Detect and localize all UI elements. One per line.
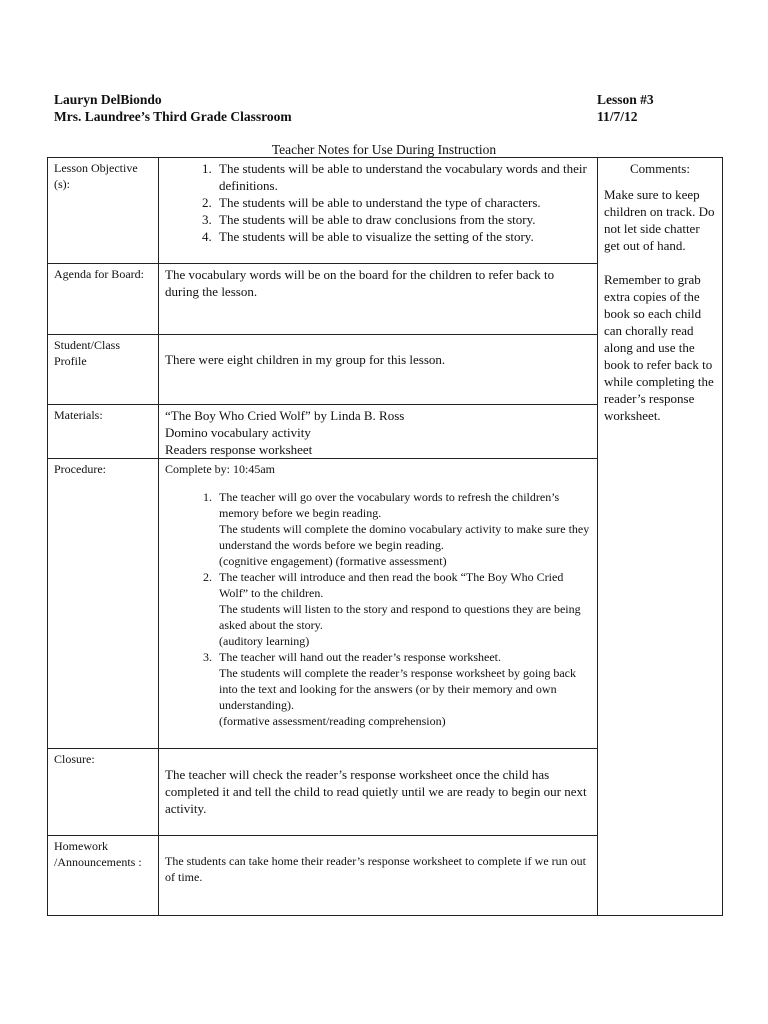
objectives-label: Lesson Objective (s): [48,158,159,264]
profile-label: Student/Class Profile [48,335,159,405]
objective-item: 3. The students will be able to draw conclusions from the story. [215,211,591,228]
procedure-label: Procedure: [48,459,159,749]
profile-text: There were eight children in my group for this lesson. [159,335,598,405]
procedure-content [159,459,598,749]
procedure-line: 3. The teacher will hand out the reader’s response worksheet. [219,650,502,664]
materials-label: Materials: [48,405,159,459]
comments-cell [598,158,723,916]
comments-heading: Comments: [630,161,690,176]
procedure-line: (auditory learning) [219,634,310,648]
procedure-line: The students will listen to the story and respond to questions they are being asked about the story. [219,602,581,632]
procedure-line: (cognitive engagement) (formative assessment) [219,554,447,568]
lesson-plan-table [47,157,723,916]
classroom-name: Mrs. Laundree’s Third Grade Classroom [54,109,292,124]
material-item: “The Boy Who Cried Wolf” by Linda B. Ross [165,408,405,423]
materials-content [159,405,598,459]
comment-paragraph: Remember to grab extra copies of the book so each child can chorally read along and use the book to refer back to while completing the reader’s response worksheet. [604,272,714,423]
homework-text: The students can take home their reader’s response worksheet to complete if we run out of time. [159,836,598,916]
lesson-date: 11/7/12 [597,109,638,124]
document-title: Teacher Notes for Use During Instruction [271,142,497,157]
procedure-line: 2. The teacher will introduce and then read the book “The Boy Who Cried Wolf” to the children. [219,570,564,600]
objectives-content [159,158,598,264]
procedure-line: 1. The teacher will go over the vocabulary words to refresh the children’s memory before we begin reading. [219,490,560,520]
closure-text: The teacher will check the reader’s response worksheet once the child has completed it and tell the child to read quietly until we are ready to begin our next activity. [159,749,598,836]
material-item: Domino vocabulary activity [165,425,311,440]
student-name: Lauryn DelBiondo [54,92,162,107]
lesson-number: Lesson #3 [597,92,654,107]
procedure-step [215,489,591,569]
procedure-step [215,649,591,729]
procedure-step [215,569,591,649]
objective-item: 1. The students will be able to understand the vocabulary words and their definitions. [215,160,591,194]
objective-item: 2. The students will be able to understand the type of characters. [215,194,591,211]
procedure-line: The students will complete the domino vocabulary activity to make sure they understand the words before we begin reading. [219,522,590,552]
comment-paragraph: Make sure to keep children on track. Do not let side chatter get out of hand. [604,187,715,253]
objective-item: 4. The students will be able to visualize the setting of the story. [215,228,591,245]
procedure-line: The students will complete the reader’s response worksheet by going back into the text and looking for the answers (or by their memory and own understanding). [219,666,577,712]
complete-by: Complete by: 10:45am [165,462,275,476]
agenda-text: The vocabulary words will be on the board for the children to refer back to during the lesson. [159,264,598,335]
procedure-line: (formative assessment/reading comprehension) [219,714,446,728]
agenda-label: Agenda for Board: [48,264,159,335]
material-item: Readers response worksheet [165,442,313,457]
closure-label: Closure: [48,749,159,836]
homework-label: Homework /Announcements : [48,836,159,916]
